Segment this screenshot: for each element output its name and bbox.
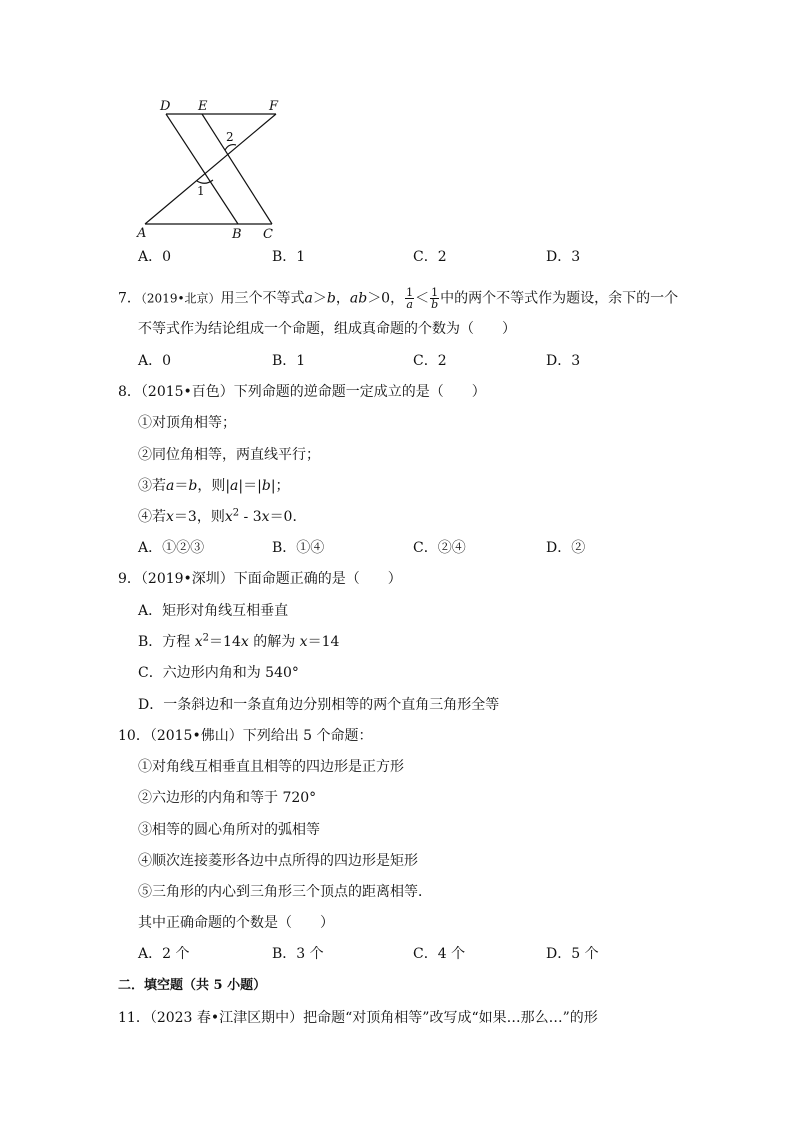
q7-option-c: C．2: [413, 353, 447, 369]
q10-stem: 10．（2015•佛山）下列给出 5 个命题：: [118, 728, 373, 744]
q6-option-c: C．2: [413, 249, 447, 265]
q10-option-a: A．2 个: [138, 946, 190, 962]
q10-item-3: ③相等的圆心角所对的弧相等: [138, 822, 320, 838]
q8-option-b: B．①④: [272, 540, 325, 556]
q7-number: 7．: [118, 290, 141, 307]
q8-item-2: ②同位角相等，两直线平行；: [138, 447, 320, 463]
line-AF: [145, 114, 276, 224]
q9-stem: 9．（2019•深圳）下面命题正确的是（ ）: [118, 571, 402, 587]
q6-option-d: D．3: [546, 249, 581, 265]
q8-item-1: ①对顶角相等；: [138, 415, 236, 431]
line-EC: [202, 114, 272, 224]
q7-text-1: 用三个不等式: [220, 290, 305, 307]
q7-stem-line2: 不等式作为结论组成一个命题，组成真命题的个数为（ ）: [138, 321, 516, 337]
q11-stem: 11．（2023 春•江津区期中）把命题“对顶角相等”改写成“如果…那么…”的形: [118, 1010, 598, 1026]
label-E: E: [198, 99, 208, 114]
q9-option-d: D．一条斜边和一条直角边分别相等的两个直角三角形全等: [138, 697, 500, 713]
label-F: F: [269, 99, 279, 114]
q10-item-4: ④顺次连接菱形各边中点所得的四边形是矩形: [138, 853, 418, 869]
q6-option-a: A．0: [138, 249, 172, 265]
q7-option-d: D．3: [546, 353, 581, 369]
q7-fraction-1-over-b: $\frac{1}{b}$: [431, 286, 439, 311]
q7-fraction-1-over-a: $\frac{1}{a}$: [406, 286, 414, 311]
q10-option-c: C．4 个: [413, 946, 466, 962]
label-angle-1: 1: [197, 184, 205, 198]
q8-stem: 8．（2015•百色）下列命题的逆命题一定成立的是（ ）: [118, 384, 486, 400]
label-C: C: [263, 227, 273, 242]
q7-ineq2-rest: ＞0，: [367, 290, 405, 307]
q10-item-1: ①对角线互相垂直且相等的四边形是正方形: [138, 759, 404, 775]
q7-var-ab: ab: [349, 290, 368, 307]
geometry-figure: [0, 0, 794, 250]
label-A: A: [137, 226, 147, 241]
q8-option-c: C．②④: [413, 540, 466, 556]
label-D: D: [160, 99, 171, 114]
q10-item-2: ②六边形的内角和等于 720°: [138, 790, 317, 806]
label-angle-2: 2: [226, 130, 234, 144]
q9-option-c: C．六边形内角和为 540°: [138, 665, 299, 681]
q7-var-b: b: [326, 290, 336, 307]
q10-option-b: B．3 个: [272, 946, 324, 962]
q7-source: （2019•北京）: [140, 291, 221, 306]
q7-lt: ＜: [415, 290, 430, 307]
q7-text-2: 中的两个不等式作为题设，余下的一个: [440, 290, 679, 307]
q7-stem-line1: [118, 287, 678, 310]
q8-item-3: ③若a＝b，则|a|＝|b|；: [138, 478, 290, 494]
section-heading-fill-in: 二．填空题（共 5 小题）: [118, 978, 267, 993]
q10-ask: 其中正确命题的个数是（ ）: [138, 915, 334, 931]
q9-option-a: A．矩形对角线互相垂直: [138, 603, 289, 619]
q9-option-b: B．方程 $x^2=14x$ 的解为 x＝14: [138, 632, 340, 650]
q7-option-b: B．1: [272, 353, 306, 369]
q8-item-4: ④若x＝3，则$x^2 - 3x=0$．: [138, 507, 307, 525]
q6-option-b: B．1: [272, 249, 306, 265]
q10-item-5: ⑤三角形的内心到三角形三个顶点的距离相等．: [138, 884, 432, 900]
label-B: B: [232, 227, 242, 242]
q7-gt: ＞: [312, 290, 327, 307]
q7-option-a: A．0: [138, 353, 172, 369]
q7-var-a: a: [304, 290, 313, 307]
q7-comma: ，: [335, 290, 350, 307]
q8-option-d: D．②: [546, 540, 586, 556]
q8-option-a: A．①②③: [138, 540, 205, 556]
q10-option-d: D．5 个: [546, 946, 599, 962]
